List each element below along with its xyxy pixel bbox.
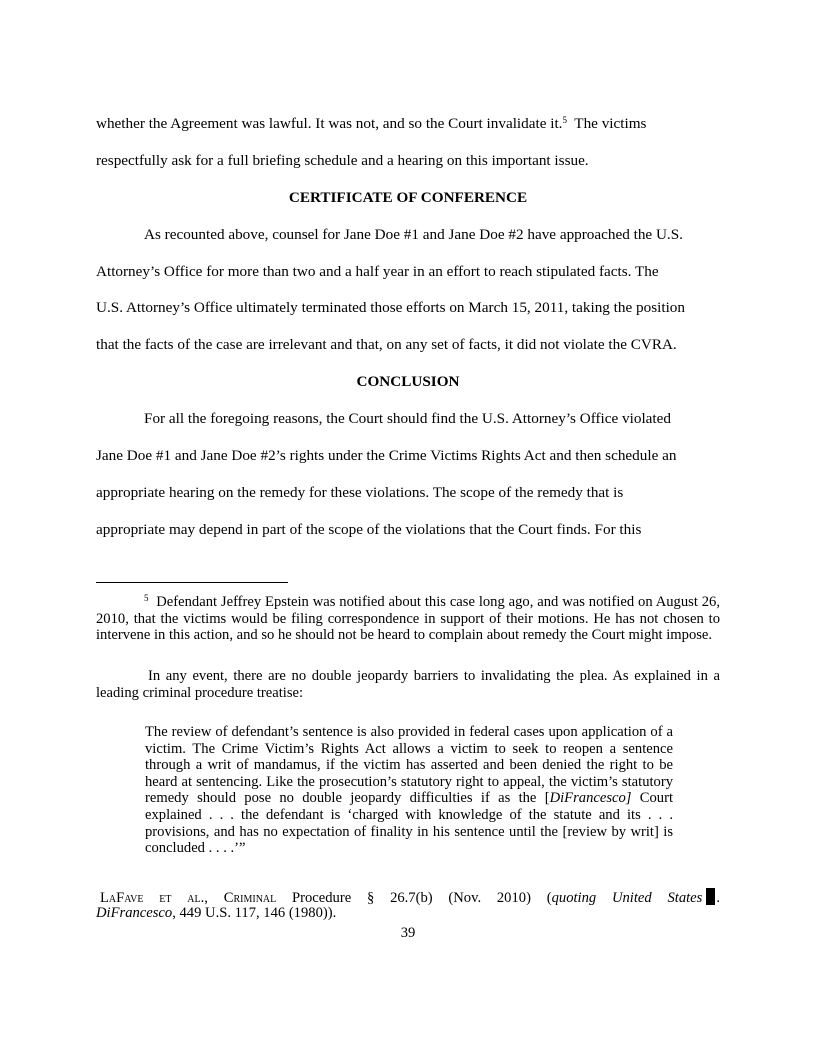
footnote-5-para-2: [96, 668, 720, 701]
cert-line-4: that the facts of the case are irrelevant and that, on any set of facts, it did not violate the CVRA.: [96, 336, 677, 353]
treatise-block-quote: [145, 724, 673, 857]
conclusion-line-3: appropriate hearing on the remedy for these violations. The scope of the remedy that is: [96, 484, 624, 501]
footnote-text: Defendant Jeffrey Epstein was notified about this case long ago, and was notified on August 26, 2010, that the victims would be filing correspondence in support of their motions. He has not chosen to intervene in this action, and so he should not be heard to complain about remedy the Court might impose.: [96, 594, 721, 644]
citation-case-name: DiFrancesco: [96, 905, 173, 921]
treatise-citation-line-2: [96, 905, 720, 922]
redaction-block: [706, 888, 715, 905]
citation-punct: .: [716, 890, 720, 906]
quote-text: The review of defendant’s sentence is also provided in federal cases upon application of a victim. The Crime Victim’s Rights Act allows a victim to seek to reopen a sentence through a writ of mandamus, if the victim has asserted and been denied the right to be heard at sentencing. Like the prosecution’s statutory right to appeal, the victim’s statutory remedy should pose no double jeopardy difficulties if as the [: [145, 724, 673, 807]
conclusion-line-4: appropriate may depend in part of the scope of the violations that the Court finds. For this: [96, 521, 642, 538]
body-text: whether the Agreement was lawful. It was not, and so the Court invalidate it.: [96, 115, 563, 132]
body-line-2: respectfully ask for a full briefing schedule and a hearing on this important issue.: [96, 152, 589, 169]
citation-quoting: quoting United States: [551, 890, 703, 906]
treatise-citation-line-1: [100, 888, 720, 907]
heading-certificate-of-conference: CERTIFICATE OF CONFERENCE: [288, 189, 528, 206]
quote-italic-case: DiFrancesco]: [549, 790, 632, 807]
footnote-text: In any event, there are no double jeopardy barriers to invalidating the plea. As explained in a leading criminal procedure treatise:: [96, 668, 720, 701]
cert-line-2: Attorney’s Office for more than two and a half year in an effort to reach stipulated facts. The: [96, 263, 659, 280]
conclusion-line-1: For all the foregoing reasons, the Court should find the U.S. Attorney’s Office violated: [144, 410, 671, 427]
citation-author: LaFave et al.,: [100, 890, 208, 906]
cert-line-1: As recounted above, counsel for Jane Doe #1 and Jane Doe #2 have approached the U.S.: [144, 226, 683, 243]
footnote-ref[interactable]: 5: [562, 115, 567, 125]
footnote-number: 5: [144, 593, 149, 603]
citation-text: , 449 U.S. 117, 146 (1980)).: [172, 905, 337, 921]
conclusion-line-2: Jane Doe #1 and Jane Doe #2’s rights under the Crime Victims Rights Act and then schedule an: [96, 447, 677, 464]
cert-line-3: U.S. Attorney’s Office ultimately terminated those efforts on March 15, 2011, taking the position: [96, 299, 685, 316]
body-text: The victims: [566, 115, 647, 132]
citation-text: Procedure § 26.7(b) (Nov. 2010) (: [276, 890, 552, 906]
page-number: 39: [400, 925, 416, 941]
citation-title: Criminal: [223, 890, 277, 906]
body-line-1: [96, 115, 720, 133]
quote-text: Court explained . . . the defendant is ‘charged with knowledge of the statute and its . . . provisions, and has no expectation of finality in his sentence until the [review by writ] is concluded . . . .’”: [145, 790, 673, 857]
footnote-separator: [96, 582, 288, 583]
footnote-5-para-1: [96, 594, 720, 644]
heading-conclusion: CONCLUSION: [356, 373, 460, 390]
